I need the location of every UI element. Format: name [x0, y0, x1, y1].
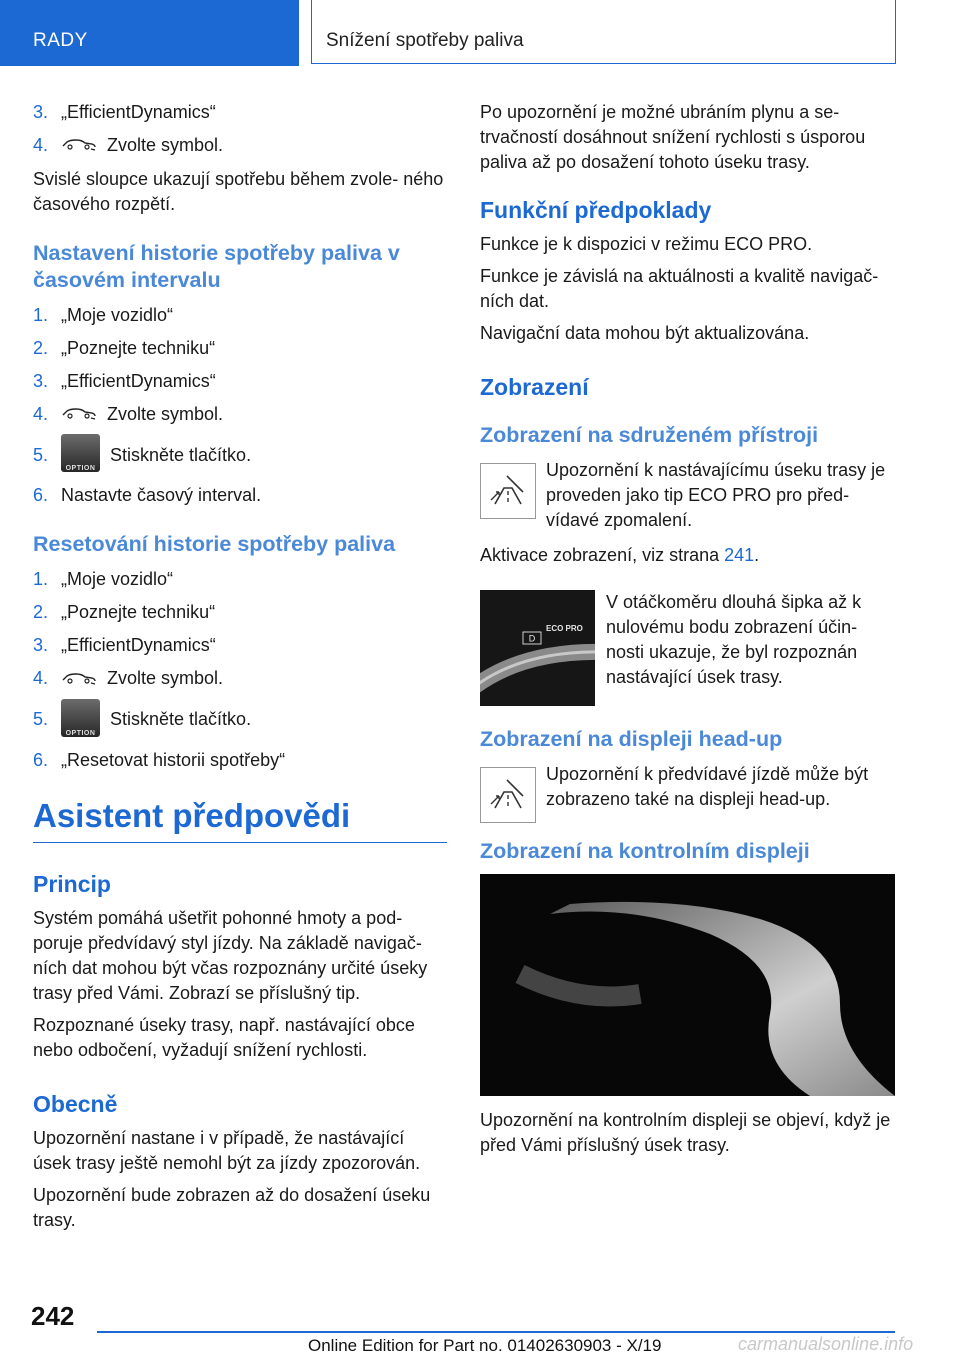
eco-label: ECO PRO — [546, 624, 583, 633]
left-column — [33, 100, 447, 1240]
list-item — [33, 666, 447, 691]
page-header — [0, 0, 960, 66]
text-pre: Aktivace zobrazení, viz strana — [480, 545, 725, 565]
list-item — [33, 402, 447, 427]
list-item — [33, 633, 447, 658]
heading-princip: Princip — [33, 870, 111, 897]
right-column — [480, 100, 895, 1165]
paragraph: V otáčkoměru dlouhá šipka až k nulovému bodu zobrazení účin‐ nosti ukazuje, že byl rozpoznán nastávající úsek trasy. — [606, 592, 862, 687]
paragraph: Upozornění na kontrolním displeji se objeví, když je před Vámi příslušný úsek trasy. — [480, 1110, 891, 1155]
paragraph — [480, 543, 895, 568]
paragraph: Upozornění nastane i v případě, že nastávající úsek trasy ještě nemohl být za jízdy zpozorován. — [33, 1127, 421, 1173]
step-text: „Moje vozidlo“ — [61, 569, 174, 590]
section-label: RADY — [33, 30, 88, 51]
heading-asistent: Asistent předpovědi — [33, 796, 447, 843]
interval-steps — [33, 303, 447, 508]
step-number: 3. — [33, 371, 49, 391]
paragraph: Navigační data mohou být aktualizována. — [480, 323, 810, 343]
watermark: carmanualsonline.info — [738, 1334, 914, 1354]
option-label: OPTION — [65, 465, 96, 473]
road-display-image — [480, 874, 895, 1096]
text-post: . — [754, 545, 760, 565]
eco-tip-icon — [480, 767, 536, 823]
page-link[interactable]: 241 — [724, 545, 755, 565]
step-text: Stiskněte tlačítko. — [110, 709, 252, 730]
paragraph: Po upozornění je možné ubráním plynu a se‐ trvačností dosáhnout snížení rychlosti s úsporou paliva až po dosažení tohoto úseku trasy. — [480, 102, 866, 172]
step-number: 6. — [33, 749, 49, 770]
list-item — [33, 133, 447, 158]
list-item — [33, 748, 447, 773]
step-number: 5. — [33, 445, 49, 465]
paragraph: Systém pomáhá ušetřit pohonné hmoty a pod‐ poruje předvídavý styl jízdy. Na základě navigač‐ ních dat mohou být včas rozpoznány určité úseky trasy před Vámi. Zobrazí se příslušný tip. — [33, 907, 428, 1003]
step-number: 2. — [33, 602, 49, 623]
heading-obecne: Obecně — [33, 1090, 118, 1117]
footer-divider — [97, 1331, 895, 1333]
cluster-tip-block — [480, 458, 895, 533]
heading-sdruzenem: Zobrazení na sdruženém přístroji — [480, 423, 819, 447]
heading-zobrazeni: Zobrazení — [480, 374, 589, 400]
option-button-icon — [61, 434, 100, 472]
road-graphic — [480, 874, 895, 1096]
headup-tip-block — [480, 762, 895, 812]
step-text: „EfficientDynamics“ — [61, 635, 216, 656]
car-symbol-icon — [61, 671, 97, 685]
heading-history-interval: Nastavení historie spotřeby paliva v časovém intervalu — [33, 241, 400, 292]
list-item — [33, 567, 447, 592]
step-number: 2. — [33, 338, 49, 358]
paragraph: Upozornění bude zobrazen až do dosažení úseku trasy. — [33, 1184, 431, 1230]
list-item — [33, 336, 447, 361]
heading-headup: Zobrazení na displeji head-up — [480, 727, 783, 751]
tachometer-block — [480, 590, 895, 706]
step-number: 6. — [33, 485, 49, 506]
edition-text: Online Edition for Part no. 01402630903 - X/19 — [308, 1336, 662, 1355]
list-item — [33, 369, 447, 394]
top-steps — [33, 100, 447, 158]
step-number: 5. — [33, 709, 49, 730]
step-number: 1. — [33, 305, 49, 325]
option-button-icon — [61, 699, 100, 737]
list-item — [33, 303, 447, 328]
step-text: Stiskněte tlačítko. — [110, 445, 252, 465]
heading-funkcni: Funkční předpoklady — [480, 197, 712, 223]
step-text: „Poznejte techniku“ — [61, 602, 216, 623]
paragraph: Svislé sloupce ukazují spotřebu během zvole‐ ného časového rozpětí. — [33, 169, 444, 214]
chapter-tab — [311, 0, 896, 64]
step-text: „Poznejte techniku“ — [61, 338, 216, 358]
paragraph: Upozornění k předvídavé jízdě může být zobrazeno také na displeji head-up. — [546, 764, 869, 809]
paragraph: Funkce je k dispozici v režimu ECO PRO. — [480, 234, 813, 254]
paragraph: Funkce je závislá na aktuálnosti a kvalitě navigač‐ ních dat. — [480, 266, 879, 311]
step-text: „Resetovat historii spotřeby“ — [61, 749, 286, 770]
list-item — [33, 483, 447, 508]
section-tab — [0, 0, 299, 66]
step-text: „Moje vozidlo“ — [61, 305, 174, 325]
chapter-title: Snížení spotřeby paliva — [326, 30, 524, 51]
step-number: 4. — [33, 135, 49, 155]
heading-kontrolni: Zobrazení na kontrolním displeji — [480, 839, 810, 863]
list-item — [33, 435, 447, 475]
heading-reset: Resetování historie spotřeby paliva — [33, 532, 396, 557]
list-item — [33, 699, 447, 739]
option-label: OPTION — [65, 729, 96, 737]
eco-tip-icon — [480, 463, 536, 519]
eco-pro-gauge-graphic — [480, 590, 595, 706]
page-number: 242 — [31, 1301, 75, 1331]
reset-steps — [33, 567, 447, 772]
step-text: Zvolte symbol. — [107, 135, 224, 155]
tachometer-image — [480, 590, 595, 706]
list-item — [33, 100, 447, 125]
car-symbol-icon — [61, 137, 97, 151]
eco-gear: D — [528, 633, 536, 644]
step-text: „EfficientDynamics“ — [61, 371, 216, 391]
step-text: „EfficientDynamics“ — [61, 102, 216, 122]
list-item — [33, 600, 447, 625]
paragraph: Upozornění k nastávajícímu úseku trasy je proveden jako tip ECO PRO pro před‐ vídavé zpomalení. — [546, 460, 886, 530]
paragraph: Rozpoznané úseky trasy, např. nastávající obce nebo odbočení, vyžadují snížení rychlosti. — [33, 1014, 415, 1060]
step-number: 3. — [33, 635, 49, 656]
step-number: 4. — [33, 404, 49, 424]
step-number: 4. — [33, 668, 49, 689]
car-symbol-icon — [61, 406, 97, 420]
step-text: Zvolte symbol. — [107, 668, 224, 689]
step-number: 1. — [33, 569, 49, 590]
step-text: Nastavte časový interval. — [61, 485, 262, 506]
step-number: 3. — [33, 102, 49, 122]
step-text: Zvolte symbol. — [107, 404, 224, 424]
